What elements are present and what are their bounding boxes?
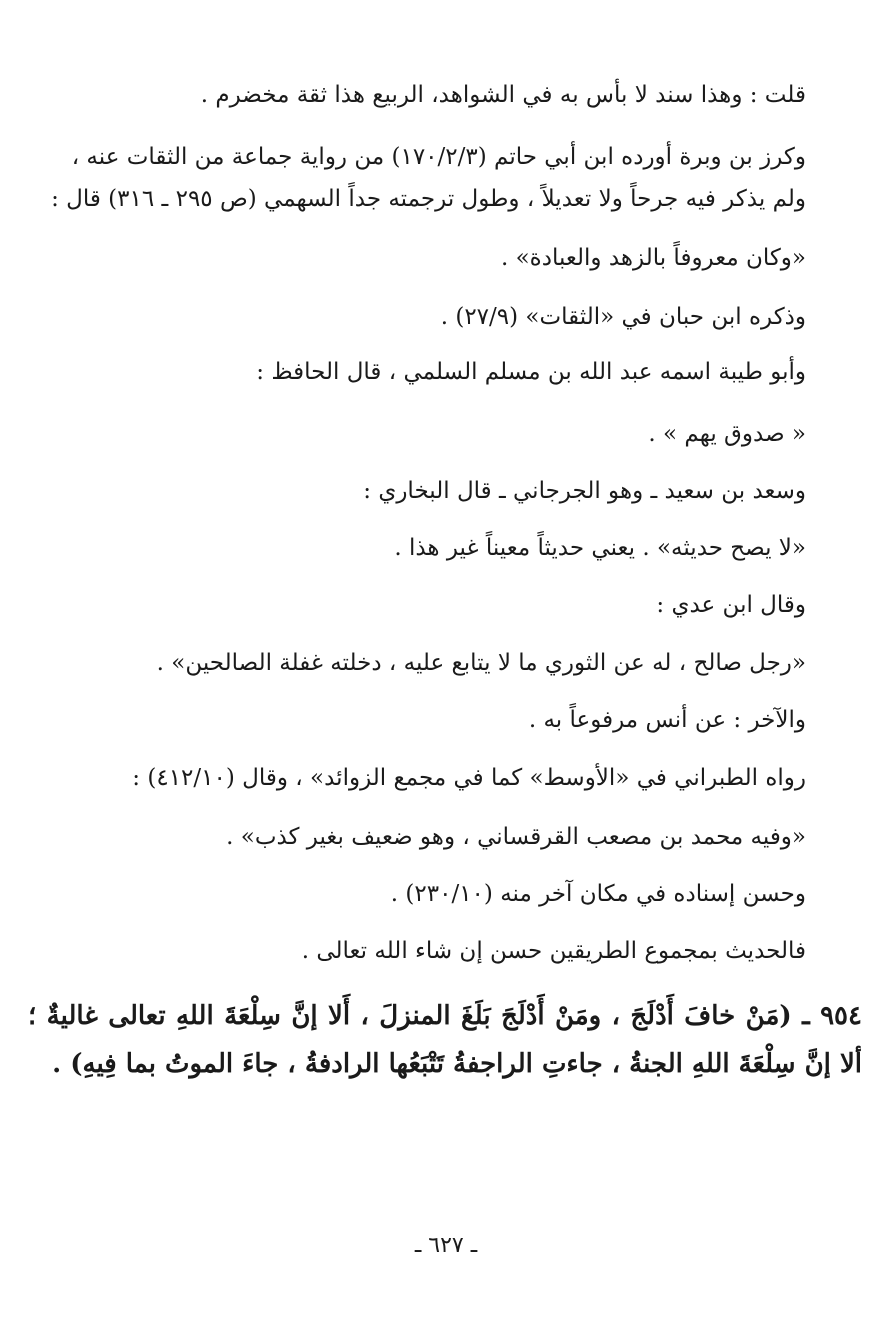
page-number: ـ ٦٢٧ ـ: [414, 1233, 478, 1258]
text-line: وحسن إسناده في مكان آخر منه (٢٣٠/١٠) .: [390, 881, 806, 907]
text-line: قلت : وهذا سند لا بأس به في الشواهد، الربيع هذا ثقة مخضرم .: [200, 82, 806, 108]
text-line: والآخر : عن أنس مرفوعاً به .: [528, 707, 806, 733]
text-line: وأبو طيبة اسمه عبد الله بن مسلم السلمي ، قال الحافظ :: [256, 359, 806, 385]
text-line: ولم يذكر فيه جرحاً ولا تعديلاً ، وطول ترجمته جداً السهمي (ص ٢٩٥ ـ ٣١٦) قال :: [51, 186, 806, 212]
hadith-heading: ٩٥٤ ـ (مَنْ خافَ أَدْلَجَ ، ومَنْ أَدْلَجَ بَلَغَ المنزلَ ، أَلا إنَّ سِلْعَةَ اللهِ تعالى غاليةٌ ؛ ألا إنَّ سِلْعَةَ اللهِ الجنةُ ، جاءتِ الراجفةُ تَتْبَعُها الرادفةُ ، جاءَ الموتُ بما فِيهِ) .: [28, 1001, 862, 1079]
text-line: «وفيه محمد بن مصعب القرقساني ، وهو ضعيف بغير كذب» .: [226, 824, 806, 850]
text-line: وذكره ابن حبان في «الثقات» (٢٧/٩) .: [440, 304, 806, 330]
text-line: وكرز بن وبرة أورده ابن أبي حاتم (١٧٠/٢/٣) من رواية جماعة من الثقات عنه ،: [71, 144, 806, 170]
text-line: وقال ابن عدي :: [656, 592, 806, 618]
text-line: « صدوق يهم » .: [648, 421, 806, 447]
text-line: «لا يصح حديثه» . يعني حديثاً معيناً غير هذا .: [394, 535, 806, 561]
text-line: «رجل صالح ، له عن الثوري ما لا يتابع عليه ، دخلته غفلة الصالحين» .: [156, 650, 806, 676]
text-line: فالحديث بمجموع الطريقين حسن إن شاء الله تعالى .: [301, 938, 806, 964]
text-line: «وكان معروفاً بالزهد والعبادة» .: [500, 245, 806, 271]
text-line: وسعد بن سعيد ـ وهو الجرجاني ـ قال البخاري :: [363, 478, 806, 504]
text-line: رواه الطبراني في «الأوسط» كما في مجمع الزوائد» ، وقال (٤١٢/١٠) :: [132, 765, 806, 791]
